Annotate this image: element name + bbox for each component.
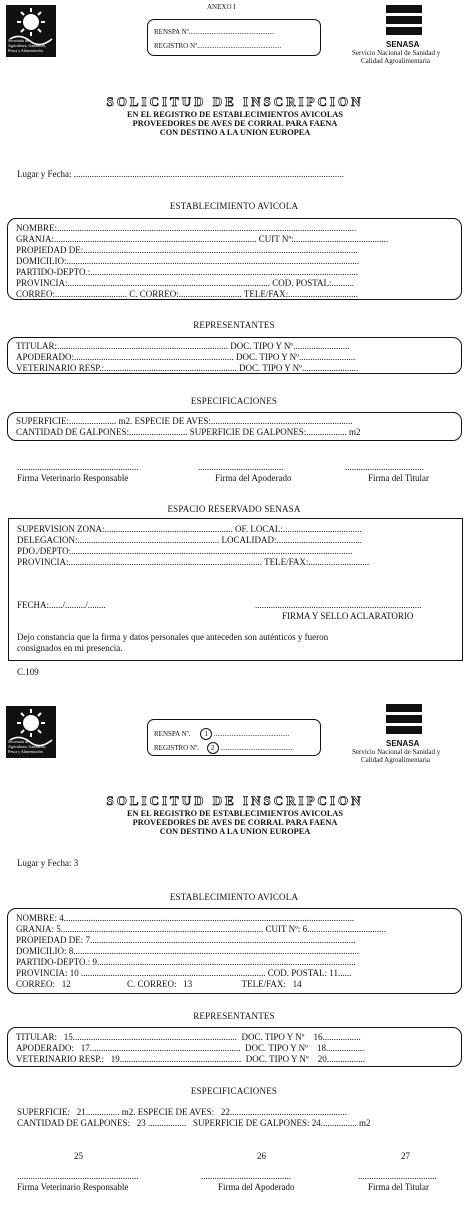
form-subtitle-1: EN EL REGISTRO DE ESTABLECIMIENTOS AVICOLAS: [126, 110, 344, 119]
especificaciones-box: [7, 412, 462, 441]
senasa-logo-icon: [386, 5, 424, 39]
renspa-field-2[interactable]: RENSPA Nº. 1 ...........................................: [154, 729, 290, 738]
propiedad-field-2[interactable]: PROPIEDAD DE: 7......................................................................................................................: [16, 935, 356, 945]
correo-field[interactable]: CORREO:................................ C. CORREO:............................ TELE/FAX:...............................: [16, 289, 358, 299]
registro-number-badge: 2: [207, 742, 219, 754]
representantes-box: [7, 337, 462, 374]
form-subtitle-2: PROVEEDORES DE AVES DE CORRAL PARA FAENA: [132, 119, 338, 128]
partido-field-2[interactable]: PARTIDO-DEPTO.: 9...................................................................................................................: [16, 957, 356, 967]
firma-apod-label-2: Firma del Apoderado: [218, 1182, 295, 1192]
section-establecimiento-2: ESTABLECIMIENTO AVICOLA: [169, 892, 299, 902]
form-subtitle-2-2: PROVEEDORES DE AVES DE CORRAL PARA FAENA: [132, 818, 338, 827]
renspa-box-2: [147, 719, 321, 756]
provincia-field[interactable]: PROVINCIA:.......................................................................................... COD. POSTAL:..........: [16, 278, 355, 288]
signature-number-vet: 25: [74, 1151, 83, 1161]
form-subtitle-2-3: CON DESTINO A LA UNION EUROPEA: [159, 827, 311, 836]
granja-field-2[interactable]: GRANJA: 5.......................................................................................... CUIT Nº: 6...................................: [16, 924, 386, 934]
form-subtitle-3: CON DESTINO A LA UNION EUROPEA: [159, 128, 311, 137]
supervision-field[interactable]: SUPERVISION ZONA:......................................................... OF. LOCAL:...................................: [17, 524, 362, 534]
firma-tit-label-2: Firma del Titular: [368, 1182, 430, 1192]
domicilio-field[interactable]: DOMICILIO:..................................................................................................................................: [16, 256, 359, 266]
signature-line-apod-2[interactable]: ........................................: [201, 1171, 291, 1181]
senasa-desc-2: Calidad Agroalimentaria: [361, 57, 431, 65]
section-representantes-2: REPRESENTANTES: [193, 1011, 275, 1021]
titular-field[interactable]: TITULAR:............................................................................ DOC. TIPO Y Nº.........................: [16, 341, 350, 351]
lugar-fecha-field-2[interactable]: Lugar y Fecha: 3: [17, 858, 79, 868]
signature-number-apod: 26: [257, 1151, 266, 1161]
domicilio-field-2[interactable]: DOMICILIO: 8...............................................................................................................................: [16, 946, 359, 956]
constancia-text-1: Dejo constancia que la firma y datos personales que anteceden son auténticos y fueron: [17, 632, 329, 642]
form-code: C.109: [17, 667, 39, 677]
pdo-depto-field[interactable]: PDO./DEPTO:.............................................................................................................................: [17, 546, 353, 556]
registro-field-2[interactable]: REGISTRO Nº. 2 ..........................................: [154, 743, 294, 752]
form-title-2: SOLICITUD DE INSCRIPCION: [106, 793, 364, 808]
firma-vet-label: Firma Veterinario Responsable: [17, 473, 129, 483]
firma-sello-line[interactable]: ..........................................................................: [255, 600, 422, 610]
section-representantes: REPRESENTANTES: [193, 320, 275, 330]
senasa-desc-2-2: Calidad Agroalimentaria: [361, 756, 431, 764]
anexo-label: ANEXO I: [207, 3, 236, 11]
propiedad-field[interactable]: PROPIEDAD DE:..........................................................................................................................: [16, 245, 358, 255]
signature-line-vet-2[interactable]: ......................................................: [17, 1171, 139, 1181]
firma-sello-label: FIRMA Y SELLO ACLARATORIO: [282, 611, 414, 621]
section-senasa: ESPACIO RESERVADO SENASA: [167, 504, 301, 514]
logo-caption-2: Secretaría de Agricultura, Ganadería, Pesca y Alimentación: [8, 739, 46, 754]
constancia-text-2: consignados en mi presencia.: [17, 643, 123, 653]
form-subtitle-2-1: EN EL REGISTRO DE ESTABLECIMIENTOS AVICOLAS: [126, 809, 344, 818]
lugar-fecha-field[interactable]: Lugar y Fecha: ........................................................................................................................: [17, 169, 344, 179]
provincia-senasa-field[interactable]: PROVINCIA:...................................................................................... TELE/FAX:...........................: [17, 557, 370, 567]
firma-vet-label-2: Firma Veterinario Responsable: [17, 1182, 129, 1192]
cantidad-galpones-field[interactable]: CANTIDAD DE GALPONES:.......................... SUPERFICIE DE GALPONES:.................. m2: [16, 427, 361, 437]
senasa-name-2: SENASA: [386, 739, 420, 748]
superficie-field[interactable]: SUPERFICIE:..................... m2. ESPECIE DE AVES:...............................................................: [16, 416, 353, 426]
logo-caption: Secretaría de Agricultura, Ganadería, Pesca y Alimentación: [8, 38, 46, 53]
firma-apod-label: Firma del Apoderado: [215, 473, 292, 483]
senasa-logo-icon-2: [386, 704, 424, 738]
provincia-field-2[interactable]: PROVINCIA: 10 .................................................................................. COD. POSTAL: 11......: [16, 968, 352, 978]
representantes-box-2: [7, 1027, 462, 1067]
section-especificaciones: ESPECIFICACIONES: [190, 396, 278, 406]
form-title: SOLICITUD DE INSCRIPCION: [106, 94, 364, 109]
partido-field[interactable]: PARTIDO-DEPTO.:.......................................................................................................................: [16, 267, 358, 277]
firma-tit-label: Firma del Titular: [368, 473, 430, 483]
senasa-desc-1: Servicio Nacional de Sanidad y: [352, 49, 441, 57]
signature-number-tit: 27: [401, 1151, 410, 1161]
establecimiento-box-2: [7, 908, 462, 994]
apoderado-field-2[interactable]: APODERADO: 17................................................................... DOC. TIPO Y Nº 18.................: [16, 1043, 365, 1053]
establecimiento-box: [7, 218, 462, 300]
fecha-field[interactable]: FECHA:....../........./........: [17, 600, 106, 610]
correo-field-2[interactable]: CORREO: 12 C. CORREO: 13 TELE/FAX: 14: [16, 979, 302, 989]
renspa-field[interactable]: RENSPA Nº.................................................: [154, 28, 275, 36]
titular-field-2[interactable]: TITULAR: 15......................................................................... DOC. TIPO Y Nº 16.................: [16, 1032, 361, 1042]
veterinario-field[interactable]: VETERINARIO RESP.:........................................................... DOC. TIPO Y Nº.........................: [16, 363, 359, 373]
delegacion-field[interactable]: DELEGACION:............................................................... LOCALIDAD:......................................: [17, 535, 362, 545]
superficie-field-2[interactable]: SUPERFICIE: 21............... m2. ESPECIE DE AVES: 22....................................................: [17, 1107, 347, 1117]
senasa-reserved-box: [8, 518, 463, 661]
nombre-field[interactable]: NOMBRE:.....................................................................................................................................: [16, 223, 357, 233]
signature-line-tit-2[interactable]: ...................................: [358, 1171, 437, 1181]
renspa-box: [147, 19, 321, 56]
registro-field[interactable]: REGISTRO Nº................................................: [154, 42, 282, 50]
senasa-desc-2-1: Servicio Nacional de Sanidad y: [352, 748, 441, 756]
signature-line-apod[interactable]: ......................................: [198, 462, 284, 472]
nombre-field-2[interactable]: NOMBRE: 4.................................................................................................................................: [16, 913, 355, 923]
section-especificaciones-2: ESPECIFICACIONES: [190, 1086, 278, 1096]
renspa-number-badge: 1: [200, 728, 212, 740]
signature-line-tit[interactable]: ...................................: [345, 462, 424, 472]
veterinario-field-2[interactable]: VETERINARIO RESP.: 19...................................................... DOC. TIPO Y Nº 20.................: [16, 1054, 365, 1064]
apoderado-field[interactable]: APODERADO:....................................................................... DOC. TIPO Y Nº.........................: [16, 352, 356, 362]
senasa-name: SENASA: [386, 40, 420, 49]
cantidad-galpones-field-2[interactable]: CANTIDAD DE GALPONES: 23 ................. SUPERFICIE DE GALPONES: 24................ m2: [17, 1118, 371, 1128]
granja-field[interactable]: GRANJA:.......................................................................................... CUIT Nº:..........................................: [16, 234, 389, 244]
section-establecimiento: ESTABLECIMIENTO AVICOLA: [169, 201, 299, 211]
signature-line-vet[interactable]: ......................................................: [17, 462, 139, 472]
